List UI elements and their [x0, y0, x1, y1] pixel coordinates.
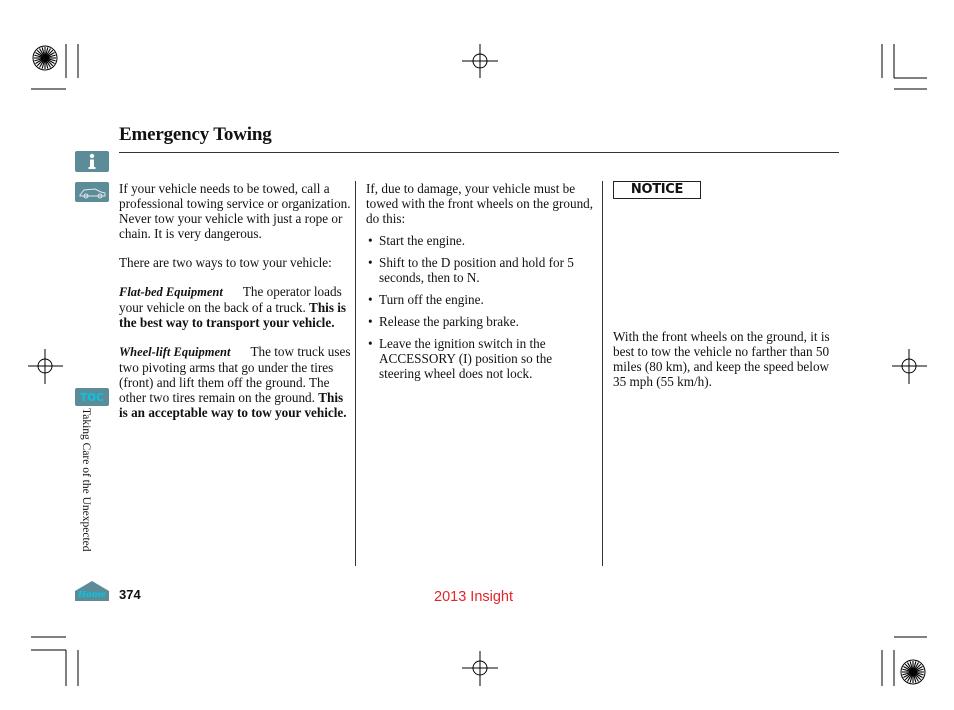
wheellift-heading: Wheel-lift Equipment	[119, 345, 231, 359]
list-item: • Turn off the engine.	[366, 292, 594, 307]
list-item: • Release the parking brake.	[366, 314, 594, 329]
page-number: 374	[119, 587, 141, 602]
list-item: • Start the engine.	[366, 233, 594, 248]
flatbed-heading: Flat-bed Equipment	[119, 285, 223, 299]
tow-steps-list	[366, 233, 594, 381]
registration-mark-icon	[31, 44, 59, 72]
car-icon	[75, 182, 109, 202]
section-label	[80, 408, 100, 576]
column-divider	[355, 181, 356, 566]
toc-icon	[75, 388, 109, 406]
column-2	[366, 181, 594, 388]
toc-button[interactable]	[75, 388, 109, 406]
vehicle-button[interactable]	[75, 182, 109, 202]
page-title: Emergency Towing	[119, 124, 272, 145]
registration-mark-icon	[899, 658, 927, 686]
wheellift-bold: This is an acceptable way to tow your vehicle.	[119, 390, 347, 420]
notice-label: NOTICE	[613, 181, 701, 199]
section-label-text: Taking Care of the Unexpected	[80, 408, 92, 552]
info-button[interactable]	[75, 151, 109, 172]
title-rule	[119, 152, 839, 153]
notice-text: With the front wheels on the ground, it is best to tow the vehicle no farther than 50 miles (80 km), and keep the speed below 35 mph (55 km/h).	[613, 329, 830, 389]
flatbed-text: The operator loads your vehicle on the back of a truck.	[119, 284, 342, 315]
toc-label: TOC	[80, 392, 104, 404]
list-item: • Leave the ignition switch in the ACCESSORY (I) position so the steering wheel does not lock.	[366, 336, 594, 381]
column-divider	[602, 181, 603, 566]
list-item: • Shift to the D position and hold for 5 seconds, then to N.	[366, 255, 594, 285]
wheellift-paragraph	[119, 344, 352, 420]
footer-title: 2013 Insight	[434, 589, 514, 605]
home-label: Home	[77, 590, 107, 600]
ways-paragraph: There are two ways to tow your vehicle:	[119, 255, 332, 270]
home-button[interactable]	[74, 580, 110, 602]
intro-paragraph: If your vehicle needs to be towed, call a professional towing service or organization. Never tow your vehicle with just a rope or chain. It is very dangerous.	[119, 181, 351, 241]
damage-intro: If, due to damage, your vehicle must be towed with the front wheels on the ground, do this:	[366, 181, 594, 226]
flatbed-paragraph	[119, 284, 352, 330]
flatbed-bold: This is the best way to transport your vehicle.	[119, 300, 347, 330]
info-icon	[75, 151, 109, 172]
wheellift-text: The tow truck uses two pivoting arms that go under the tires (front) and lift them off the ground. The other two tires remain on the ground.	[119, 344, 351, 405]
home-icon	[74, 580, 110, 602]
column-1	[119, 181, 352, 420]
